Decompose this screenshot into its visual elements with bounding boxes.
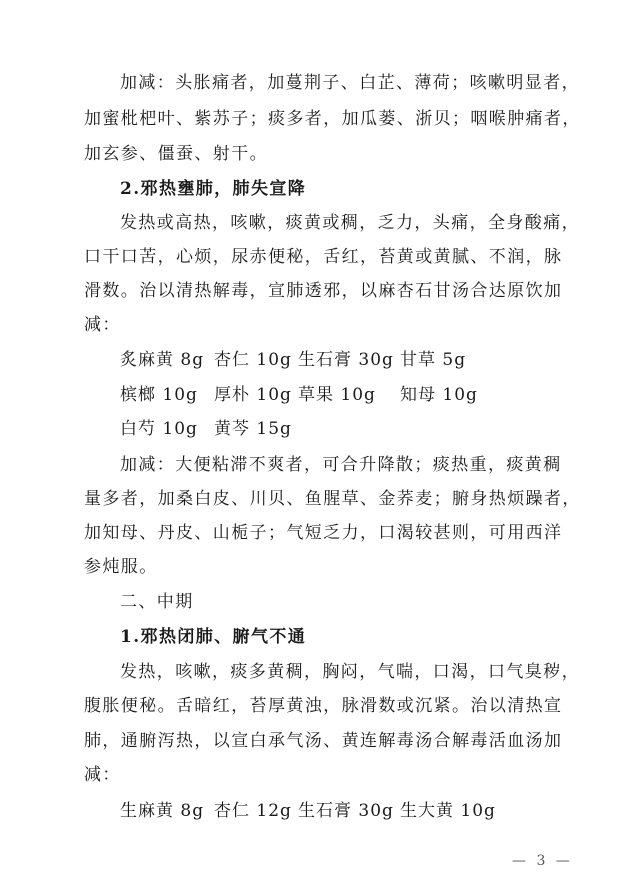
section-heading: 二、中期 — [120, 592, 194, 612]
text-line: 滑数。治以清热解毒，宣肺透邪，以麻杏石甘汤合达原饮加 — [84, 281, 563, 301]
subsection-heading: 1.邪热闭肺、腑气不通 — [120, 627, 307, 647]
text-line: 量多者，加桑白皮、川贝、鱼腥草、金荞麦；腑身热烦躁者， — [84, 489, 581, 509]
herb-item: 生石膏 30g — [298, 350, 394, 370]
text-line: 加玄参、僵蚕、射干。 — [84, 144, 268, 164]
text-line: 减： — [84, 315, 121, 335]
herb-item: 杏仁 10g — [214, 350, 292, 370]
text-line: 发热或高热，咳嗽，痰黄或稠，乏力，头痛，全身酸痛， — [120, 213, 580, 233]
text-line: 加减：头胀痛者，加蔓荆子、白芷、薄荷；咳嗽明显者， — [120, 73, 580, 93]
herb-item: 炙麻黄 8g — [120, 350, 205, 370]
page-number: — 3 — — [512, 853, 573, 869]
text-line: 加知母、丹皮、山栀子；气短乏力，口渴较甚则，可用西洋 — [84, 523, 563, 543]
text-line: 参炖服。 — [84, 557, 158, 577]
text-line: 肺，通腑泻热，以宣白承气汤、黄连解毒汤合解毒活血汤加 — [84, 731, 563, 751]
herb-item: 生大黄 10g — [400, 801, 496, 821]
herb-item: 草果 10g — [298, 385, 376, 405]
herb-item: 生石膏 30g — [298, 801, 394, 821]
herb-item: 白芍 10g — [120, 419, 198, 439]
herb-item: 槟榔 10g — [120, 385, 198, 405]
section-heading: 2.邪热壅肺，肺失宣降 — [120, 179, 307, 199]
text-line: 加减：大便粘滞不爽者，可合升降散；痰热重，痰黄稠 — [120, 455, 562, 475]
herb-item: 甘草 5g — [400, 350, 467, 370]
herb-item: 黄芩 15g — [214, 419, 292, 439]
text-line: 腹胀便秘。舌暗红，苔厚黄浊，脉滑数或沉紧。治以清热宣 — [84, 696, 563, 716]
text-line: 口干口苦，心烦，尿赤便秘，舌红，苔黄或黄腻、不润，脉 — [84, 247, 563, 267]
text-line: 发热，咳嗽，痰多黄稠，胸闷，气喘，口渴，口气臭秽， — [120, 662, 580, 682]
herb-item: 杏仁 12g — [214, 801, 292, 821]
text-line: 加蜜枇杷叶、紫苏子；痰多者，加瓜蒌、浙贝；咽喉肿痛者， — [84, 109, 581, 129]
herb-item: 厚朴 10g — [214, 385, 292, 405]
text-line: 减： — [84, 765, 121, 785]
herb-item: 知母 10g — [400, 385, 478, 405]
herb-item: 生麻黄 8g — [120, 801, 205, 821]
